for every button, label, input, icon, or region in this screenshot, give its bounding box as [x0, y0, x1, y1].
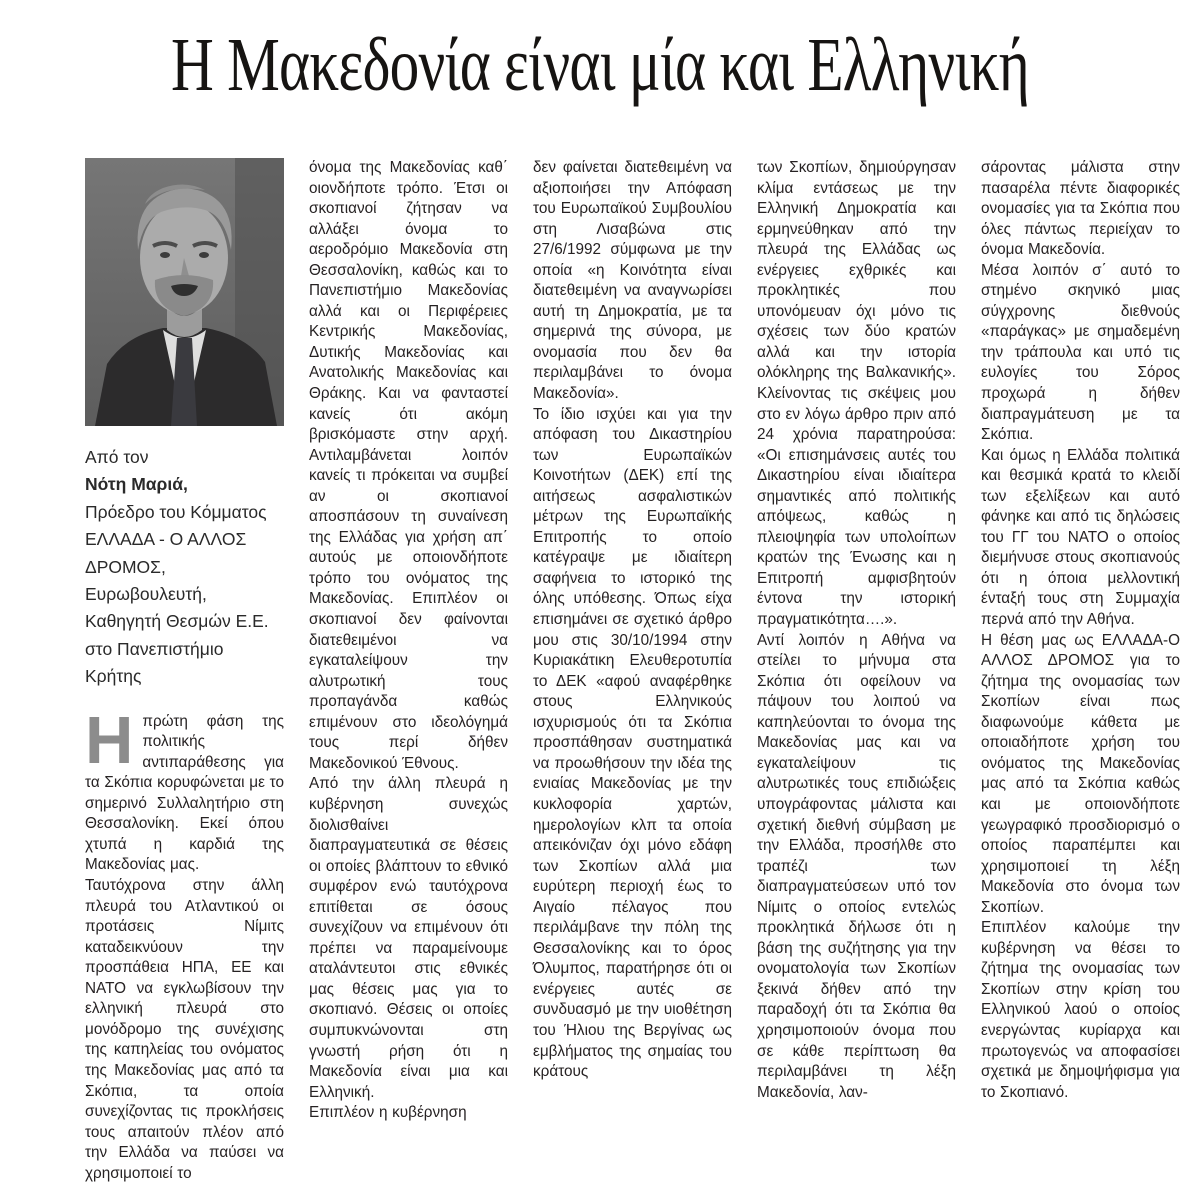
paragraph: όνομα της Μακεδονίας καθ΄ οιονδήποτε τρόπο. Έτσι οι σκοπιανοί ζήτησαν να αλλάξει όνομα το αεροδρόμιο Μακεδονία στη Θεσσαλονίκη, καθώς και το Πανεπιστήμιο Μακεδονίας αλλά και οι Περιφέρειες Κεντρικής Μακεδονίας, Δυτικής Μακεδονίας και Ανατολικής Μακεδονίας και Θράκης. Και να φανταστεί κανείς ότι ακόμη βρισκόμαστε στην αρχή. Αντιλαμβάνεται λοιπόν κανείς τι πρόκειται να συμβεί αν οι σκοπιανοί αποσπάσουν τη συναίνεση της Ελλάδας για χρήση απ΄ αυτούς με οποιονδήποτε τρόπο του ονόματος της Μακεδονίας. Επιπλέον οι σκοπιανοί δεν φαίνονται διατεθειμένοι να εγκαταλείψουν την αλυτρωτική τους προπαγάνδα καθώς επιμένουν στο ιδεολόγημά τους περί δήθεν Μακεδονικού Έθνους.	[309, 159, 508, 772]
column-2	[309, 158, 508, 1182]
paragraph: Επιπλέον καλούμε την κυβέρνηση να θέσει το ζήτημα της ονομασίας των Σκοπίων στην κρίση του Ελληνικού λαού ο οποίος ενεργώντας κυρίαρχα και πρωτογενώς να αποφασίσει σχετικά με δημοψήφισμα για το Σκοπιανό.	[981, 919, 1180, 1101]
column-5	[981, 158, 1180, 1182]
paragraph: Ηπρώτη φάση της πολιτικής αντιπαράθεσης για τα Σκόπια κορυφώνεται με το σημερινό Συλλαλητήριο στη Θεσσαλονίκη. Εκεί όπου χτυπά η καρδιά της Μακεδονίας μας.	[85, 702, 284, 874]
paragraph: δεν φαίνεται διατεθειμένη να αξιοποιήσει την Απόφαση του Ευρωπαϊκού Συμβουλίου στη Λισαβώνα στις 27/6/1992 σύμφωνα με την οποία «η Κοινότητα είναι διατεθειμένη να αναγνωρίσει αυτή τη Δημοκρατία, με τα σημερινά της σύνορα, με ονομασία που δεν θα περιλαμβάνει το όνομα Μακεδονία».	[533, 159, 732, 403]
column-1-text	[85, 702, 284, 1182]
column-2-text	[309, 158, 508, 1124]
paragraph: σάροντας μάλιστα στην πασαρέλα πέντε διαφορικές ονομασίες για τα Σκόπια που όλες πάντως περιείχαν το όνομα Μακεδονία.	[981, 159, 1180, 259]
column-3-text	[533, 158, 732, 1083]
drop-cap: Η	[85, 702, 134, 778]
article-headline: Η Μακεδονία είναι μία και Ελληνική	[171, 23, 1029, 107]
byline-intro: Από τον	[85, 447, 149, 467]
paragraph: Ταυτόχρονα στην άλλη πλευρά του Ατλαντικού οι προτάσεις Νίμιτς καταδεικνύουν την προσπάθεια ΗΠΑ, ΕΕ και ΝΑΤΟ να εγκλωβίσουν την ελληνική πλευρά στο μονόδρομο της συνέχισης της καπηλείας του ονόματος της Μακεδονίας μας από τα Σκόπια, τα οποία συνεχίζοντας τις προκλήσεις τους απαιτούν πλέον από την Ελλάδα να παύσει να χρησιμοποιεί το	[85, 877, 284, 1182]
paragraph: Επιπλέον η κυβέρνηση	[309, 1104, 467, 1122]
paragraph: Μέσα λοιπόν σ΄ αυτό το στημένο σκηνικό μιας σύγχρονης διεθνούς «παράγκας» με σημαδεμένη την τράπουλα και υπό τις ευλογίες του Σόρος προχωρά η δήθεν διαπραγμάτευση με τα Σκόπια.	[981, 261, 1180, 444]
byline	[85, 444, 284, 691]
paragraph: Από την άλλη πλευρά η κυβέρνηση συνεχώς διολισθαίνει διαπραγματευτικά σε θέσεις οι οποίες βλάπτουν το εθνικό συμφέρον ενώ ταυτόχρονα επιτίθεται σε όσους συνεχίζουν να επιμένουν ότι πρέπει να παραμείνουμε αταλάντευτοι στις εθνικές μας θέσεις μας για το σκοπιανό. Θέσεις οι οποίες συμπυκνώνονται στη γνωστή ρήση ότι η Μακεδονία είναι μια και Ελληνική.	[309, 775, 508, 1101]
author-photo	[85, 158, 284, 426]
paragraph: Και όμως η Ελλάδα πολιτικά και θεσμικά κρατά το κλειδί των εξελίξεων και αυτό φάνηκε και από τις δηλώσεις του ΓΓ του ΝΑΤΟ ο οποίος διεμήνυσε στους σκοπιανούς ότι η όποια μελλοντική ένταξή τους στη Συμμαχία περνά από την Αθήνα.	[981, 446, 1180, 629]
column-4-text	[757, 158, 956, 1103]
author-portrait-illustration	[85, 158, 284, 426]
article-body	[85, 158, 1181, 1182]
byline-author: Νότη Μαριά,	[85, 474, 188, 495]
paragraph: των Σκοπίων, δημιούργησαν κλίμα εντάσεως με την Ελληνική Δημοκρατία και ερμηνεύθηκαν από την πλευρά της Ελλάδας ως ενέργειες εχθρικές και προκλητικές που υπονόμευαν όχι μόνο τις σχέσεις των δύο κρατών αλλά και την ιστορία ολόκληρης της Βαλκανικής». Κλείνοντας τις σκέψεις μου στο εν λόγω άρθρο πριν από 24 χρόνια παρατηρούσα: «Οι επισημάνσεις αυτές του Δικαστηρίου είναι ιδιαίτερα σημαντικές από πολιτικής απόψεως, καθώς η πλειοψηφία των υπολοίπων κρατών της Ένωσης και η Επιτροπή αμφισβητούν έντονα την ιστορική πραγματικότητα….».	[757, 159, 956, 629]
column-4	[757, 158, 956, 1182]
column-3	[533, 158, 732, 1182]
column-1	[85, 158, 284, 1182]
column-5-text	[981, 158, 1180, 1103]
paragraph: Αντί λοιπόν η Αθήνα να στείλει το μήνυμα στα Σκόπια ότι οφείλουν να πάψουν του λοιπού να καπηλεύονται το όνομα της Μακεδονίας μας και να εγκαταλείψουν τις αλυτρωτικές τους επιδιώξεις υπογράφοντας μάλιστα και σχετική διεθνή σύμβαση με την Ελλάδα, προσήλθε στο τραπέζι των διαπραγματεύσεων υπό τον Νίμιτς ο οποίος εντελώς προκλητικά δήλωσε ότι η βάση της συζήτησης για την ονοματολογία των Σκοπίων ξεκινά δήθεν από την παραδοχή ότι τα Σκόπια θα χρησιμοποιούν όνομα που σε κάθε περίπτωση θα περιλαμβάνει τη λέξη Μακεδονία, λαν-	[757, 631, 956, 1101]
byline-role: Πρόεδρο του Κόμματος ΕΛΛΑΔΑ - Ο ΑΛΛΟΣ ΔΡΟΜΟΣ, Ευρωβουλευτή, Καθηγητή Θεσμών Ε.Ε. στο Πανεπιστήμιο Κρήτης	[85, 501, 269, 687]
paragraph: Η θέση μας ως ΕΛΛΑΔΑ-Ο ΑΛΛΟΣ ΔΡΟΜΟΣ για το ζήτημα της ονομασίας των Σκοπίων είναι πως διαφωνούμε κάθετα με οποιαδήποτε χρήση του ονόματος της Μακεδονίας μας από τα Σκόπια καθώς και με οποιονδήποτε γεωγραφικό προσδιορισμό ο οποίος παραπέμπει και χρησιμοποιεί τη λέξη Μακεδονία στο όνομα των Σκοπίων.	[981, 631, 1180, 916]
paragraph: Το ίδιο ισχύει και για την απόφαση του Δικαστηρίου των Ευρωπαϊκών Κοινοτήτων (ΔΕΚ) επί της αιτήσεως ασφαλιστικών μέτρων της Ευρωπαϊκής Επιτροπής το οποίο κατέγραψε με ιδιαίτερη σαφήνεια το ιστορικό της όλης υπόθεσης. Όπως είχα επισημάνει σε σχετικό άρθρο μου στις 30/10/1994 στην Κυριακάτικη Ελευθεροτυπία το ΔΕΚ «αφού αναφέρθηκε στους Ελληνικούς ισχυρισμούς ότι τα Σκόπια προσπάθησαν συστηματικά να προωθήσουν την ιδέα της ενιαίας Μακεδονίας με την κυκλοφορία χαρτών, ημερολογίων κλπ τα οποία απεικόνιζαν όχι μόνο εδάφη των Σκοπίων αλλά μια ευρύτερη περιοχή έως το Αιγαίο πέλαγος που περιλάμβανε την πόλη της Θεσσαλονίκης και το όρος Όλυμπος, παρατήρησε ότι οι ενέργειες αυτές σε συνδυασμό με την υιοθέτηση του Ήλιου της Βεργίνας ως εμβλήματος της σημαίας του κράτους	[533, 405, 732, 1081]
